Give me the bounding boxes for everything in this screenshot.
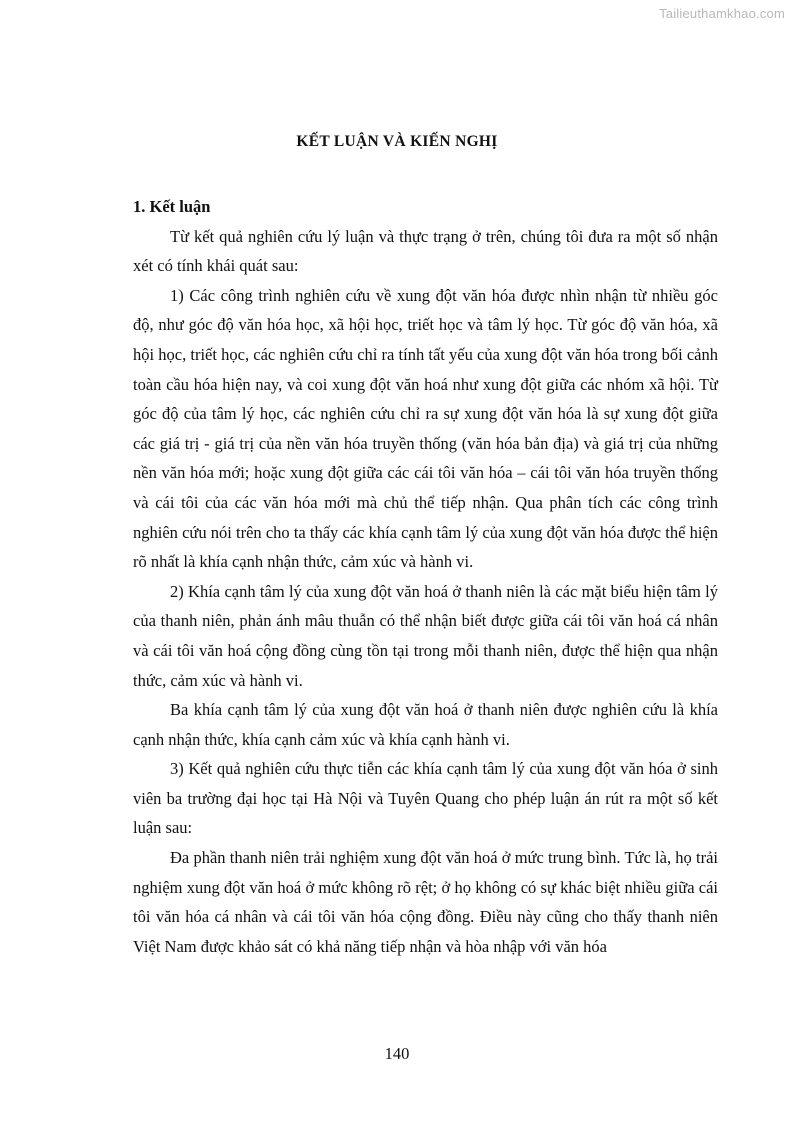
paragraph: Đa phần thanh niên trải nghiệm xung đột văn hoá ở mức trung bình. Tức là, họ trải nghiệm xung đột văn hoá ở mức không rõ rệt; ở họ không có sự khác biệt nhiều giữa cái tôi văn hóa cá nhân và cái tôi văn hóa cộng đồng. Điều này cũng cho thấy thanh niên Việt Nam được khảo sát có khả năng tiếp nhận và hòa nhập với văn hóa [133,848,718,956]
document-body [133,192,718,961]
paragraph: 1) Các công trình nghiên cứu về xung đột văn hóa được nhìn nhận từ nhiều góc độ, như góc độ văn hóa học, xã hội học, triết học và tâm lý học. Từ góc độ văn hóa, xã hội học, triết học, các nghiên cứu chỉ ra tính tất yếu của xung đột văn hóa trong bối cảnh toàn cầu hóa hiện nay, và coi xung đột văn hoá như xung đột giữa các nhóm xã hội. Từ góc độ của tâm lý học, các nghiên cứu chỉ ra sự xung đột văn hóa là sự xung đột giữa các giá trị - giá trị của nền văn hóa truyền thống (văn hóa bản địa) và giá trị của những nền văn hóa mới; hoặc xung đột giữa các cái tôi văn hóa – cái tôi văn hóa truyền thống và cái tôi của các văn hóa mới mà chủ thể tiếp nhận. Qua phân tích các công trình nghiên cứu nói trên cho ta thấy các khía cạnh tâm lý của xung đột văn hóa được thể hiện rõ nhất là khía cạnh nhận thức, cảm xúc và hành vi. [133,285,718,572]
paragraph: Từ kết quả nghiên cứu lý luận và thực trạng ở trên, chúng tôi đưa ra một số nhận xét có tính khái quát sau: [133,226,718,276]
page-title: KẾT LUẬN VÀ KIẾN NGHỊ [296,133,498,150]
paragraph: 3) Kết quả nghiên cứu thực tiễn các khía cạnh tâm lý của xung đột văn hóa ở sinh viên ba trường đại học tại Hà Nội và Tuyên Quang cho phép luận án rút ra một số kết luận sau: [133,759,718,838]
page-number: 140 [384,1044,410,1063]
paragraph: Ba khía cạnh tâm lý của xung đột văn hoá ở thanh niên được nghiên cứu là khía cạnh nhận thức, khía cạnh cảm xúc và khía cạnh hành vi. [133,700,718,749]
watermark: Tailieuthamkhao.com [659,6,785,21]
paragraph: 2) Khía cạnh tâm lý của xung đột văn hoá ở thanh niên là các mặt biểu hiện tâm lý của thanh niên, phản ánh mâu thuẫn có thể nhận biết được giữa cái tôi văn hoá cá nhân và cái tôi văn hoá cộng đồng cùng tồn tại trong mỗi thanh niên, được thể hiện qua nhận thức, cảm xúc và hành vi. [133,581,718,690]
section-heading: 1. Kết luận [133,197,211,216]
